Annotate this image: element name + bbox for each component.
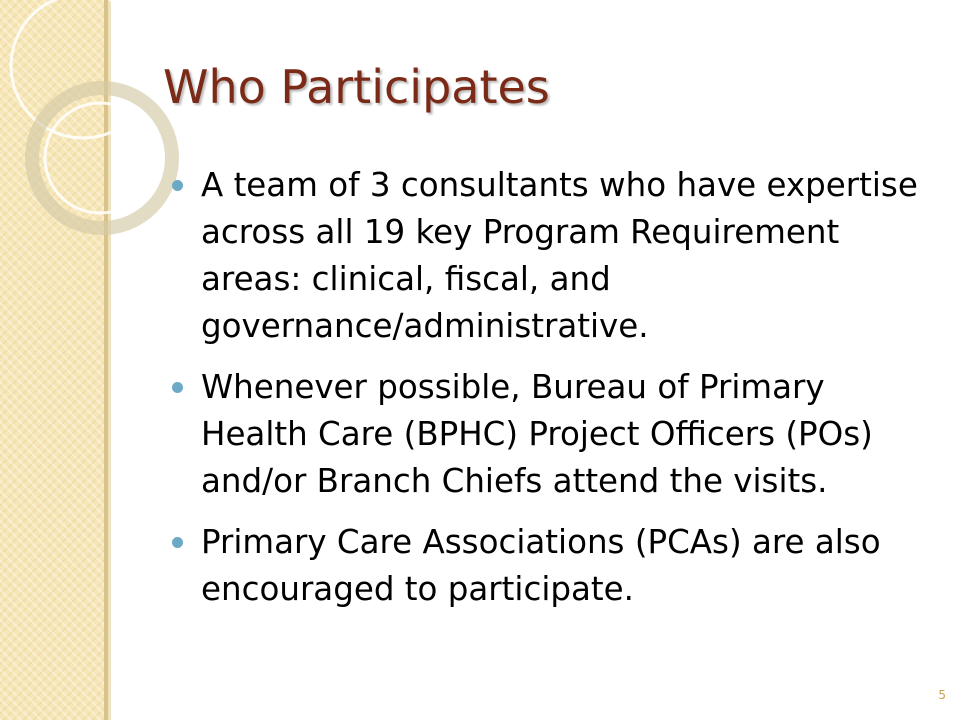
bullet-text: Primary Care Associations (PCAs) are also encouraged to participate. [201,523,881,608]
bullet-list [170,162,930,627]
lower-ring-outer [32,88,172,228]
slide-number: 5 [938,688,946,702]
bullet-text: Whenever possible, Bureau of Primary Health Care (BPHC) Project Officers (POs) and/or Branch Chiefs attend the visits. [201,368,873,500]
bullet-dot-icon [172,382,183,393]
lower-ring-inner [45,103,155,213]
bullet-dot-icon [172,180,183,191]
slide-title: Who Participates [163,60,550,114]
bullet-dot-icon [172,537,183,548]
upper-ring [11,0,155,138]
bullet-item [170,519,930,613]
bullet-text: A team of 3 consultants who have expertise across all 19 key Program Requirement areas: clinical, fiscal, and governance/administrative. [201,166,918,345]
bullet-item [170,162,930,350]
bullet-item [170,364,930,505]
